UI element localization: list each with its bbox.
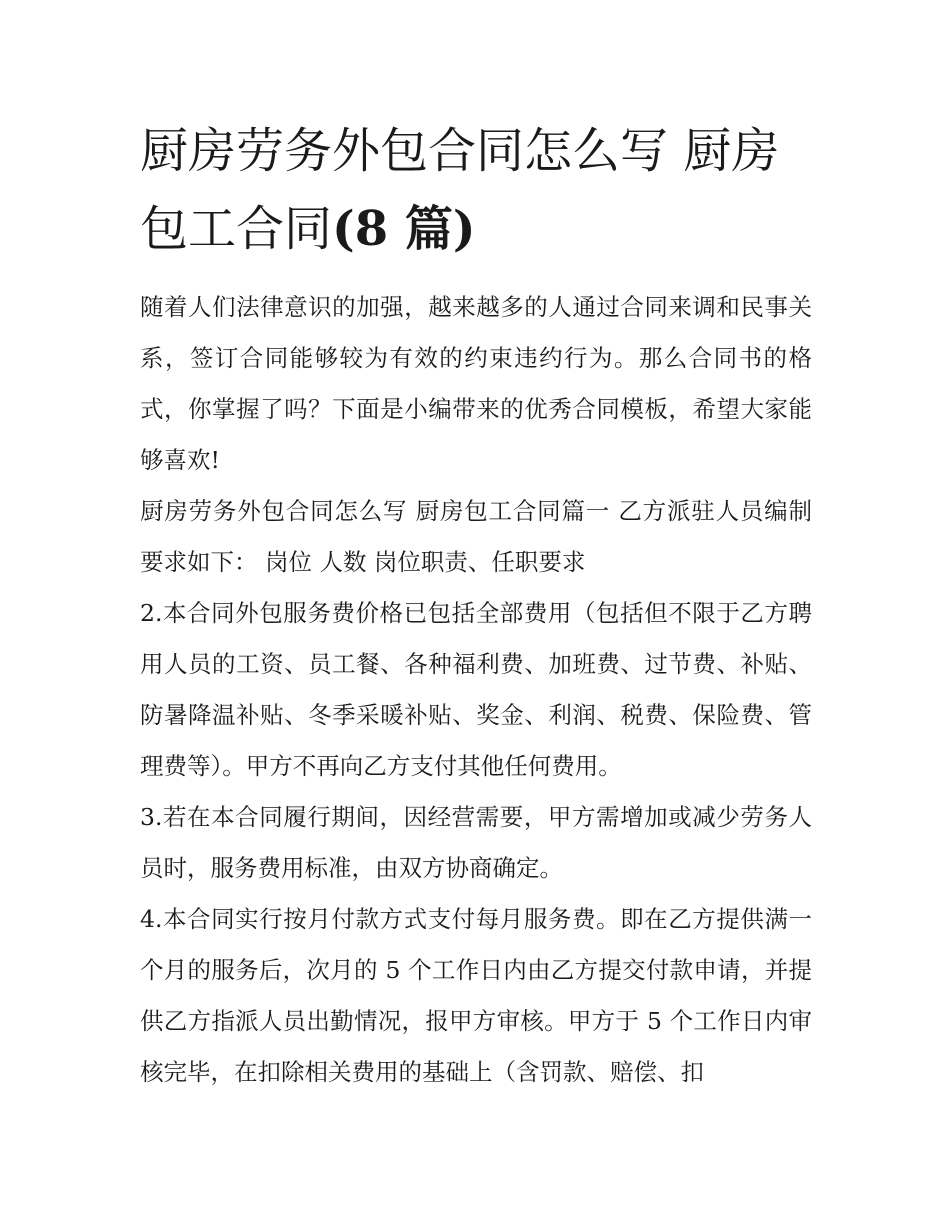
paragraph-staffing: 厨房劳务外包合同怎么写 厨房包工合同篇一 乙方派驻人员编制要求如下： 岗位 人数 岗位职责、任职要求 <box>140 497 812 576</box>
paragraph-clause-3: 3.若在本合同履行期间，因经营需要，甲方需增加或减少劳务人员时，服务费用标准，由双方协商确定。 <box>140 803 812 882</box>
title-count: (8 篇) <box>332 201 476 257</box>
title-text: 厨房劳务外包合同怎么写 厨房包工合同 <box>140 123 780 257</box>
document-page <box>140 112 812 1098</box>
document-title <box>140 112 812 268</box>
paragraph-clause-4: 4.本合同实行按月付款方式支付每月服务费。即在乙方提供满一个月的服务后，次月的 5 个工作日内由乙方提交付款申请，并提供乙方指派人员出勤情况，报甲方审核。甲方于 5 个工作日内审核完毕，在扣除相关费用的基础上（含罚款、赔偿、扣 <box>140 905 812 1086</box>
paragraph-clause-2: 2.本合同外包服务费价格已包括全部费用（包括但不限于乙方聘用人员的工资、员工餐、各种福利费、加班费、过节费、补贴、防暑降温补贴、冬季采暖补贴、奖金、利润、税费、保险费、管理费等）。甲方不再向乙方支付其他任何费用。 <box>140 599 812 780</box>
paragraph-intro: 随着人们法律意识的加强，越来越多的人通过合同来调和民事关系，签订合同能够较为有效的约束违约行为。那么合同书的格式，你掌握了吗？下面是小编带来的优秀合同模板，希望大家能够喜欢! <box>140 293 812 474</box>
